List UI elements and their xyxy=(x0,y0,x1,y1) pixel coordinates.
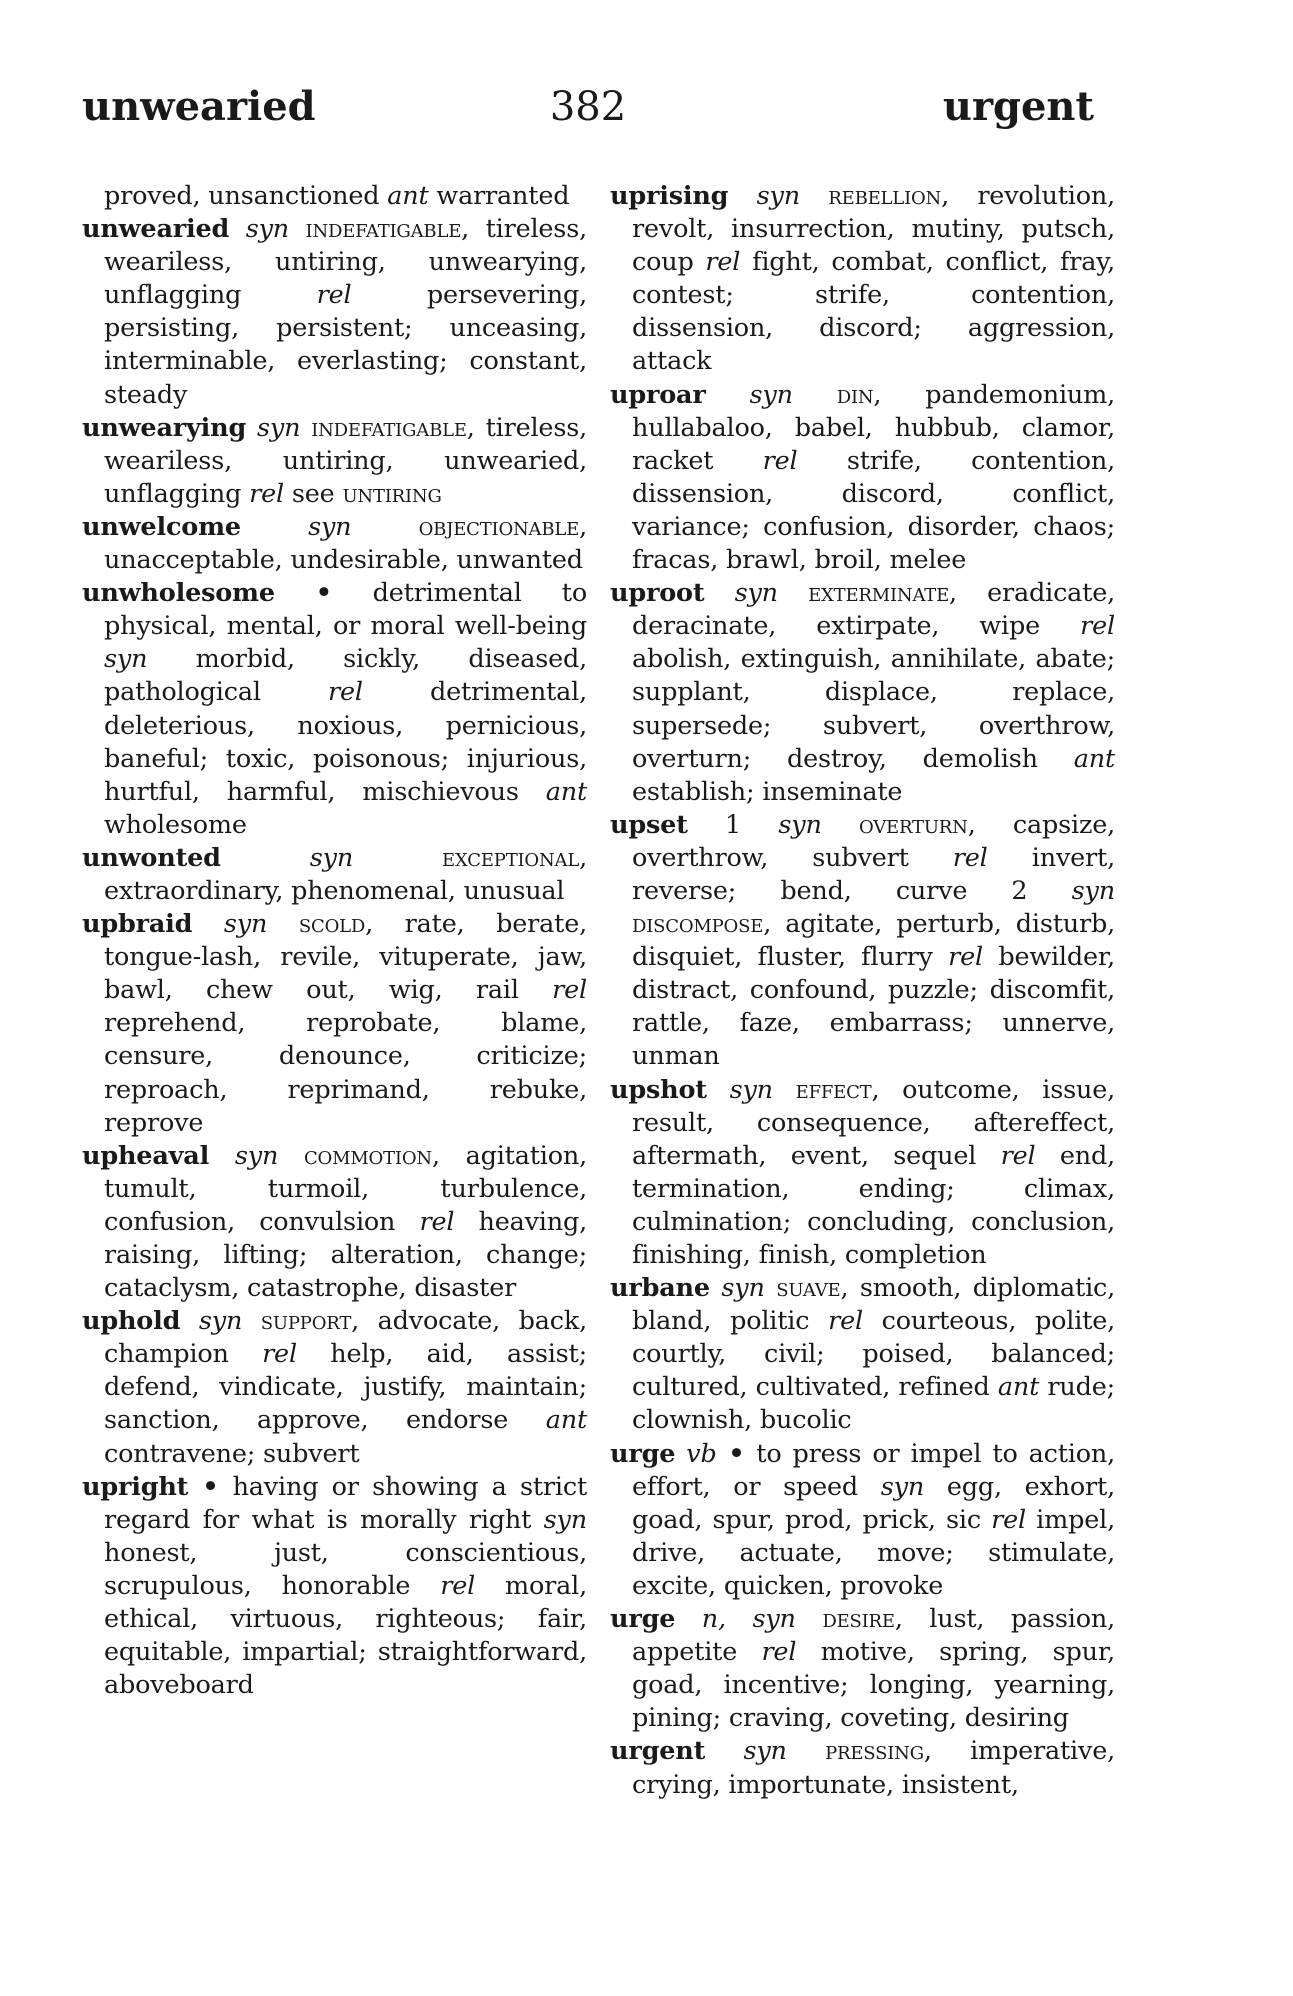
entry-text: , imperative, crying, importunate, insistent, xyxy=(632,1736,1116,1800)
entry-text xyxy=(726,1604,753,1634)
entry-headword: unwelcome xyxy=(82,511,241,542)
entry-text: persevering, persisting, persistent; unceasing, interminable, everlasting; constant, steady xyxy=(104,280,587,410)
entry-headword: uprising xyxy=(610,181,729,211)
dictionary-entry xyxy=(82,1305,587,1470)
entry-text: abolish, extinguish, annihilate, abate; supplant, displace, replace, supersede; subvert, overthrow, overturn; destroy, demolish xyxy=(632,644,1115,774)
entry-text xyxy=(242,1306,261,1336)
page-number: 382 xyxy=(549,84,627,130)
entry-label: syn xyxy=(309,842,354,873)
entry-text: , unacceptable, undesirable, unwanted xyxy=(104,511,587,576)
entry-text: moral, ethical, virtuous, righteous; fair, equitable, impartial; straightforward, aboveboard xyxy=(104,1570,587,1701)
entry-crossref: support xyxy=(260,1306,352,1337)
entry-text xyxy=(241,512,308,542)
entry-label: ant xyxy=(387,181,429,211)
entry-text xyxy=(707,1075,730,1105)
entry-text xyxy=(300,413,311,443)
entry-text xyxy=(796,1604,823,1634)
entry-crossref: din xyxy=(836,379,874,410)
dictionary-entry xyxy=(610,1603,1115,1735)
entry-text xyxy=(765,1273,777,1303)
dictionary-entry xyxy=(610,379,1115,578)
entry-headword: upheaval xyxy=(82,1140,210,1171)
entry-crossref: scold xyxy=(298,909,366,940)
entry-text xyxy=(773,1075,796,1105)
entry-headword: urge xyxy=(610,1604,676,1635)
entry-text: , tireless, weariless, untiring, unwearied, unflagging xyxy=(104,412,587,509)
entry-text xyxy=(192,909,224,939)
entry-crossref: pressing xyxy=(825,1736,924,1767)
entry-text xyxy=(229,214,246,244)
entry-text xyxy=(180,1306,199,1336)
entry-crossref: indefatigable xyxy=(311,412,467,443)
dictionary-entry xyxy=(82,1140,587,1305)
entry-text xyxy=(267,909,299,939)
entry-label: syn xyxy=(729,1074,773,1105)
entry-text: , smooth, diplomatic, bland, politic xyxy=(632,1273,1116,1337)
entry-text: proved, unsanctioned xyxy=(104,181,388,211)
entry-headword: urbane xyxy=(610,1273,710,1304)
entry-label: ant xyxy=(997,1372,1040,1403)
entry-text: impel, drive, actuate, move; stimulate, excite, quicken, provoke xyxy=(632,1504,1115,1601)
entry-text: morbid, sickly, diseased, pathological xyxy=(104,644,587,708)
entry-text xyxy=(209,1141,235,1171)
entry-text: contravene; subvert xyxy=(104,1438,360,1469)
entry-headword: uproot xyxy=(610,578,705,609)
entry-crossref: discompose xyxy=(632,909,764,940)
entry-label: syn xyxy=(721,1273,765,1304)
entry-text: bewilder, distract, confound, puzzle; discomfit, rattle, faze, embarrass; unnerve, unman xyxy=(632,942,1115,1072)
entry-text xyxy=(221,843,310,873)
entry-crossref: untiring xyxy=(342,478,442,509)
dictionary-entry xyxy=(610,180,1115,379)
entry-label: rel xyxy=(828,1306,863,1337)
entry-headword: unwonted xyxy=(82,842,221,873)
entry-text: , agitation, tumult, turmoil, turbulence, confusion, convulsion xyxy=(104,1140,588,1237)
entry-text xyxy=(706,380,750,410)
dictionary-entry xyxy=(610,577,1115,809)
bullet-separator: • xyxy=(188,1471,233,1502)
dictionary-entry xyxy=(610,1735,1115,1801)
entry-text: egg, exhort, goad, spur, prod, prick, sic xyxy=(632,1471,1115,1535)
dictionary-entry xyxy=(82,908,587,1140)
entry-label: syn xyxy=(1071,875,1115,906)
entry-label: syn xyxy=(880,1471,925,1502)
entry-headword: uproar xyxy=(610,379,706,410)
dictionary-entry xyxy=(82,577,587,842)
entry-text: , capsize, overthrow, subvert xyxy=(632,809,1115,873)
entry-label: rel xyxy=(327,677,363,708)
entry-label: n, xyxy=(701,1604,726,1635)
entry-label: syn xyxy=(104,644,148,675)
bullet-separator: • xyxy=(274,578,373,609)
entry-headword: upbraid xyxy=(82,909,193,940)
entry-text: , lust, passion, appetite xyxy=(632,1604,1116,1668)
entry-label: syn xyxy=(308,511,352,542)
entry-headword: upright xyxy=(82,1471,189,1502)
entry-label: rel xyxy=(948,942,983,973)
entry-crossref: overturn xyxy=(859,809,968,840)
entry-label: rel xyxy=(991,1504,1026,1535)
entry-label: vb xyxy=(686,1438,717,1469)
dictionary-entry xyxy=(610,1438,1115,1603)
entry-label: rel xyxy=(440,1570,476,1601)
entry-text: warranted xyxy=(428,181,570,211)
left-guide-word: unwearied xyxy=(82,83,316,130)
entry-crossref: exterminate xyxy=(808,578,950,609)
entry-label: ant xyxy=(545,1405,587,1436)
entry-label: rel xyxy=(316,280,352,311)
entry-crossref: suave xyxy=(776,1273,841,1304)
entry-label: syn xyxy=(543,1504,587,1535)
entry-label: syn xyxy=(778,809,822,840)
entry-text: , agitate, perturb, disturb, disquiet, fluster, flurry xyxy=(632,909,1115,973)
entry-label: syn xyxy=(752,1604,796,1635)
entry-headword: urge xyxy=(610,1438,676,1469)
entry-crossref: effect xyxy=(795,1074,872,1105)
entry-text: , outcome, issue, result, consequence, aftereffect, aftermath, event, sequel xyxy=(632,1074,1115,1171)
entry-text xyxy=(675,1604,702,1634)
entry-text: fight, combat, conflict, fray, contest; strife, contention, dissension, discord; aggression, attack xyxy=(632,247,1115,377)
entry-text xyxy=(704,578,734,608)
entry-label: rel xyxy=(262,1339,297,1370)
dictionary-entry xyxy=(610,1272,1115,1437)
entry-text: wholesome xyxy=(104,809,247,840)
entry-text xyxy=(353,843,442,873)
entry-text: 1 xyxy=(687,809,779,840)
entry-text xyxy=(787,1736,825,1766)
entry-headword: unwearying xyxy=(82,412,247,443)
entry-label: syn xyxy=(223,909,268,940)
entry-text xyxy=(351,512,418,542)
entry-crossref: indefatigable xyxy=(305,214,462,245)
entry-label: syn xyxy=(234,1140,279,1171)
entry-text: , extraordinary, phenomenal, unusual xyxy=(104,842,587,906)
entry-text xyxy=(778,578,808,608)
entry-text: detrimental to physical, mental, or moral well-being xyxy=(104,578,587,642)
entry-text: end, termination, ending; climax, culmination; concluding, conclusion, finishing, finish, completion xyxy=(632,1140,1115,1270)
entry-text: courteous, polite, courtly, civil; poised, balanced; cultured, cultivated, refined xyxy=(632,1306,1115,1403)
entry-label: syn xyxy=(198,1306,243,1337)
entry-crossref: rebellion xyxy=(828,181,942,211)
entry-text: detrimental, deleterious, noxious, pernicious, baneful; toxic, poisonous; injurious, hurtful, harmful, mischievous xyxy=(104,677,588,807)
entry-text xyxy=(800,181,828,211)
dictionary-entry xyxy=(82,213,587,412)
entry-label: ant xyxy=(545,776,587,807)
entry-text xyxy=(278,1141,304,1171)
entry-label: ant xyxy=(1073,743,1115,774)
entry-text: , tireless, weariless, untiring, unwearying, unflagging xyxy=(104,214,587,311)
entry-text: see xyxy=(283,478,343,509)
entry-text xyxy=(710,1273,722,1303)
entry-headword: upshot xyxy=(610,1074,707,1105)
entry-text xyxy=(675,1439,686,1469)
entry-text: having or showing a strict regard for what is morally right xyxy=(104,1471,587,1535)
entry-text xyxy=(705,1736,743,1766)
dictionary-entry xyxy=(82,1471,587,1703)
entry-text: , eradicate, deracinate, extirpate, wipe xyxy=(632,578,1115,642)
entry-text: strife, contention, dissension, discord, conflict, variance; confusion, disorder, chaos; fracas, brawl, broil, melee xyxy=(632,445,1115,576)
entry-text: help, aid, assist; defend, vindicate, justify, maintain; sanction, approve, endorse xyxy=(104,1339,587,1436)
entry-text xyxy=(246,413,257,443)
entry-text: motive, spring, spur, goad, incentive; longing, yearning, pining; craving, coveting, desiring xyxy=(632,1637,1115,1734)
entry-label: syn xyxy=(756,181,800,211)
entry-text: , revolution, revolt, insurrection, mutiny, putsch, coup xyxy=(632,181,1116,278)
entry-label: rel xyxy=(552,975,587,1006)
entry-headword: unwearied xyxy=(82,214,230,245)
entry-label: rel xyxy=(249,478,284,509)
dictionary-entry xyxy=(82,412,587,511)
right-guide-word: urgent xyxy=(942,83,1094,130)
entry-text: invert, reverse; bend, curve 2 xyxy=(632,842,1115,906)
dictionary-entry xyxy=(610,1074,1115,1273)
entry-text: to press or impel to action, effort, or speed xyxy=(632,1438,1115,1502)
entry-headword: urgent xyxy=(610,1736,706,1767)
entry-headword: unwholesome xyxy=(82,578,275,609)
entry-text: honest, just, conscientious, scrupulous, honorable xyxy=(104,1537,587,1601)
entry-headword: uphold xyxy=(82,1306,181,1337)
entry-label: syn xyxy=(743,1736,787,1767)
entry-label: rel xyxy=(952,842,988,873)
entry-text xyxy=(793,380,837,410)
dictionary-entry xyxy=(82,842,587,908)
entry-text: establish; inseminate xyxy=(632,776,903,807)
entry-headword: upset xyxy=(610,809,688,840)
entry-label: rel xyxy=(1000,1140,1036,1171)
entry-label: syn xyxy=(245,214,290,245)
left-column xyxy=(82,180,587,1702)
dictionary-entry xyxy=(82,511,587,577)
bullet-separator: • xyxy=(716,1438,757,1469)
entry-crossref: exceptional xyxy=(442,842,580,873)
entry-text: , pandemonium, hullabaloo, babel, hubbub, clamor, racket xyxy=(632,379,1116,476)
entry-label: rel xyxy=(1080,611,1115,642)
entry-label: syn xyxy=(749,379,793,410)
dictionary-entry xyxy=(82,180,587,213)
entry-crossref: commotion xyxy=(303,1140,432,1171)
entry-crossref: objectionable xyxy=(418,511,580,542)
running-header xyxy=(82,82,1094,132)
entry-label: rel xyxy=(705,247,741,278)
dictionary-entry xyxy=(610,809,1115,1074)
entry-text: reprehend, reprobate, blame, censure, denounce, criticize; reproach, reprimand, rebuke, reprove xyxy=(104,1008,587,1138)
right-column xyxy=(610,180,1115,1802)
entry-text: heaving, raising, lifting; alteration, change; cataclysm, catastrophe, disaster xyxy=(104,1206,587,1304)
entry-label: rel xyxy=(762,445,798,476)
entry-text: , advocate, back, champion xyxy=(104,1306,588,1370)
entry-text: rude; clownish, bucolic xyxy=(632,1372,1115,1436)
entry-label: syn xyxy=(256,412,301,443)
entry-label: rel xyxy=(761,1637,797,1668)
entry-text xyxy=(728,181,756,211)
entry-text xyxy=(289,214,306,244)
entry-crossref: desire xyxy=(822,1604,895,1635)
entry-text xyxy=(822,810,859,840)
entry-label: rel xyxy=(419,1206,455,1237)
entry-text: , rate, berate, tongue-lash, revile, vituperate, jaw, bawl, chew out, wig, rail xyxy=(104,909,588,1006)
entry-label: syn xyxy=(734,578,778,609)
